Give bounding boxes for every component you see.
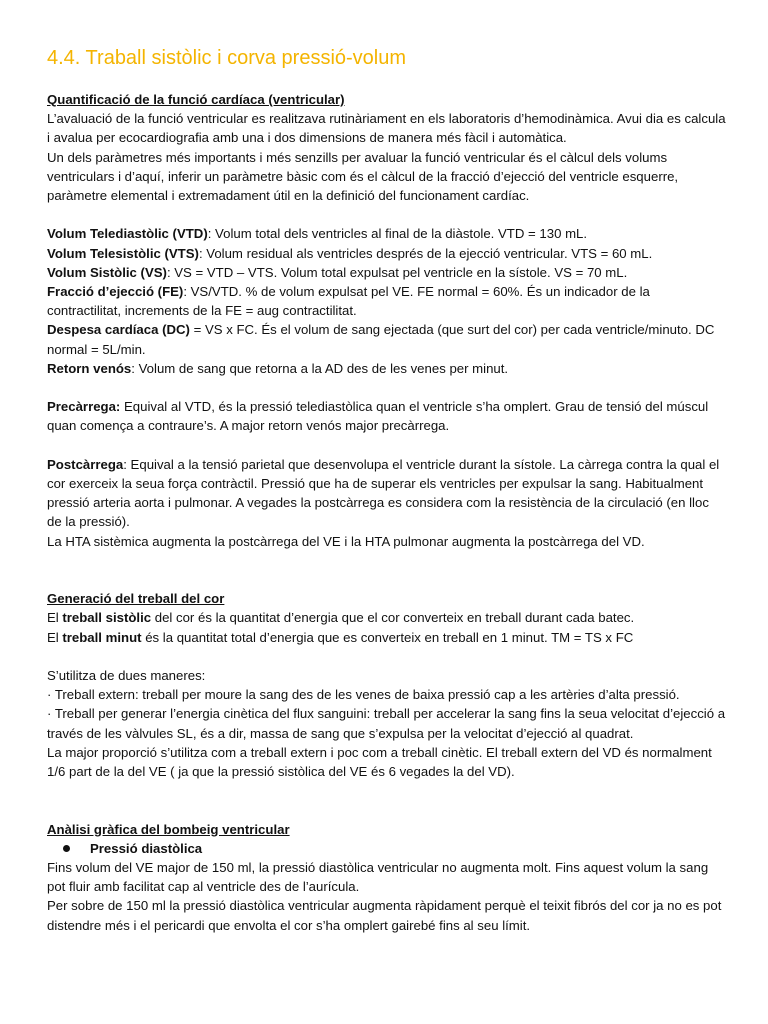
definition-term: Fracció d’ejecció (FE)	[47, 284, 184, 300]
definition-text: Equival al VTD, és la pressió telediastòlica quan el ventricle s’ha omplert. Grau de tensió del múscul quan comença a contraure’s. A major retorn venós major precàrrega.	[47, 399, 709, 434]
document-body	[47, 90, 727, 935]
paragraph-proportion: La major proporció s’utilitza com a treball extern i poc com a treball cinètic. El treball extern del VD és normalment 1/6 part de la del VE ( ja que la pressió sistòlica del VE és 6 vegades la del VD).	[47, 744, 712, 780]
definition-term: treball sistòlic	[62, 610, 152, 626]
paragraph-hta: La HTA sistèmica augmenta la postcàrrega del VE i la HTA pulmonar augmenta la postcàrrega del VD.	[47, 533, 645, 549]
paragraph-diastolic-2: Per sobre de 150 ml la pressió diastòlica ventricular augmenta ràpidament perquè el teixit fibrós del cor ja no es pot distendre més i el pericardi que envolta el cor s’ha omplert gairebé fins al seu límit.	[47, 898, 722, 933]
paragraph-use-kinetic: · Treball per generar l’energia cinètica del flux sanguini: treball per accelerar la sang fins la seua velocitat d’ejecció a través de les vàlvules SL, és a dir, massa de sang que s’expulsa per la velocitat d’ejecció al quadrat.	[47, 706, 726, 741]
paragraph-intro-2: Un dels paràmetres més importants i més senzills per avaluar la funció ventricular és el càlcul dels volums ventriculars i d’aquí, inferir un paràmetre bàsic com és el càlcul de la fracció d’ejecció del ventricle esquerre, paràmetre elemental i extremadament útil en la definició del funcionament cardíac.	[47, 149, 679, 204]
definition-vtd	[47, 224, 727, 243]
text-segment: és la quantitat total d’energia que es converteix en treball en 1 minut. TM = TS x FC	[141, 629, 634, 645]
definition-text: : Volum total dels ventricles al final de la diàstole. VTD = 130 mL.	[207, 226, 588, 242]
text-segment: El	[47, 629, 63, 645]
definition-fe	[47, 282, 727, 320]
text-segment: El	[47, 610, 63, 626]
page-title: 4.4. Traball sistòlic i corva pressió-volum	[47, 47, 407, 69]
definition-vs	[47, 263, 727, 282]
section-heading-graphic-analysis: Anàlisi gràfica del bombeig ventricular	[47, 821, 290, 837]
definition-vts	[47, 244, 727, 263]
paragraph-intro-1: L’avaluació de la funció ventricular es realitzava rutinàriament en els laboratoris d’hemodinàmica. Avui dia es calcula i avalua per ecocardiografia amb una i dos dimensions de manera més fàcil i automàtica.	[47, 111, 726, 146]
definition-dc	[47, 320, 727, 358]
definition-term: Retorn venós	[47, 360, 132, 376]
paragraph-uses-intro: S’utilitza de dues maneres:	[47, 668, 206, 684]
definition-text: = VS x FC. És el volum de sang ejectada (que surt del cor) per cada ventricle/minuto. DC normal = 5L/min.	[47, 322, 715, 357]
paragraph-postcarrega	[47, 455, 727, 532]
paragraph-treball-sistolic	[47, 608, 727, 627]
bullet-label: Pressió diastòlica	[90, 840, 203, 856]
paragraph-treball-minut	[47, 628, 727, 647]
definition-term: Despesa cardíaca (DC)	[47, 322, 190, 338]
definition-retorn-venos	[47, 359, 727, 378]
bullet-item-diastolic-pressure	[47, 839, 727, 858]
bullet-icon	[63, 845, 70, 852]
paragraph-precarrega	[47, 397, 727, 435]
section-heading-cardiac-function: Quantificació de la funció cardíaca (ventricular)	[47, 92, 345, 107]
definition-term: Volum Telesistòlic (VTS)	[47, 245, 199, 261]
definition-term: Volum Telediastòlic (VTD)	[47, 226, 208, 242]
definition-text: : Volum residual als ventricles després de la ejecció ventricular. VTS = 60 mL.	[198, 245, 653, 261]
section-heading-heart-work: Generació del treball del cor	[47, 591, 225, 607]
definition-text: : VS/VTD. % de volum expulsat pel VE. FE normal = 60%. És un indicador de la contractilitat, increments de la FE = aug contractilitat.	[47, 284, 650, 319]
definition-text: : Volum de sang que retorna a la AD des de les venes per minut.	[131, 360, 509, 376]
text-segment: del cor és la quantitat d’energia que el cor converteix en treball durant cada batec.	[151, 610, 635, 626]
definition-term: treball minut	[62, 629, 142, 645]
definition-term: Precàrrega:	[47, 399, 121, 415]
definition-term: Volum Sistòlic (VS)	[47, 264, 167, 280]
paragraph-use-external: · Treball extern: treball per moure la sang des de les venes de baixa pressió cap a les artèries d’alta pressió.	[47, 687, 680, 703]
definition-text: : VS = VTD – VTS. Volum total expulsat pel ventricle en la sístole. VS = 70 mL.	[166, 264, 628, 280]
definition-text: : Equival a la tensió parietal que desenvolupa el ventricle durant la sístole. La càrrega contra la qual el cor exerceix la seua força contràctil. Pressió que ha de superar els ventricles per expulsar la sang. Habitualment pressió arteria aorta i pulmonar. A vegades la postcàrrega es considera com la resistència de la circulació (en lloc de la pressió).	[47, 456, 720, 530]
definition-term: Postcàrrega	[47, 456, 124, 472]
paragraph-diastolic-1: Fins volum del VE major de 150 ml, la pressió diastòlica ventricular no augmenta molt. Fins aquest volum la sang pot fluir amb facilitat cap al ventricle des de l’aurícula.	[47, 860, 709, 895]
